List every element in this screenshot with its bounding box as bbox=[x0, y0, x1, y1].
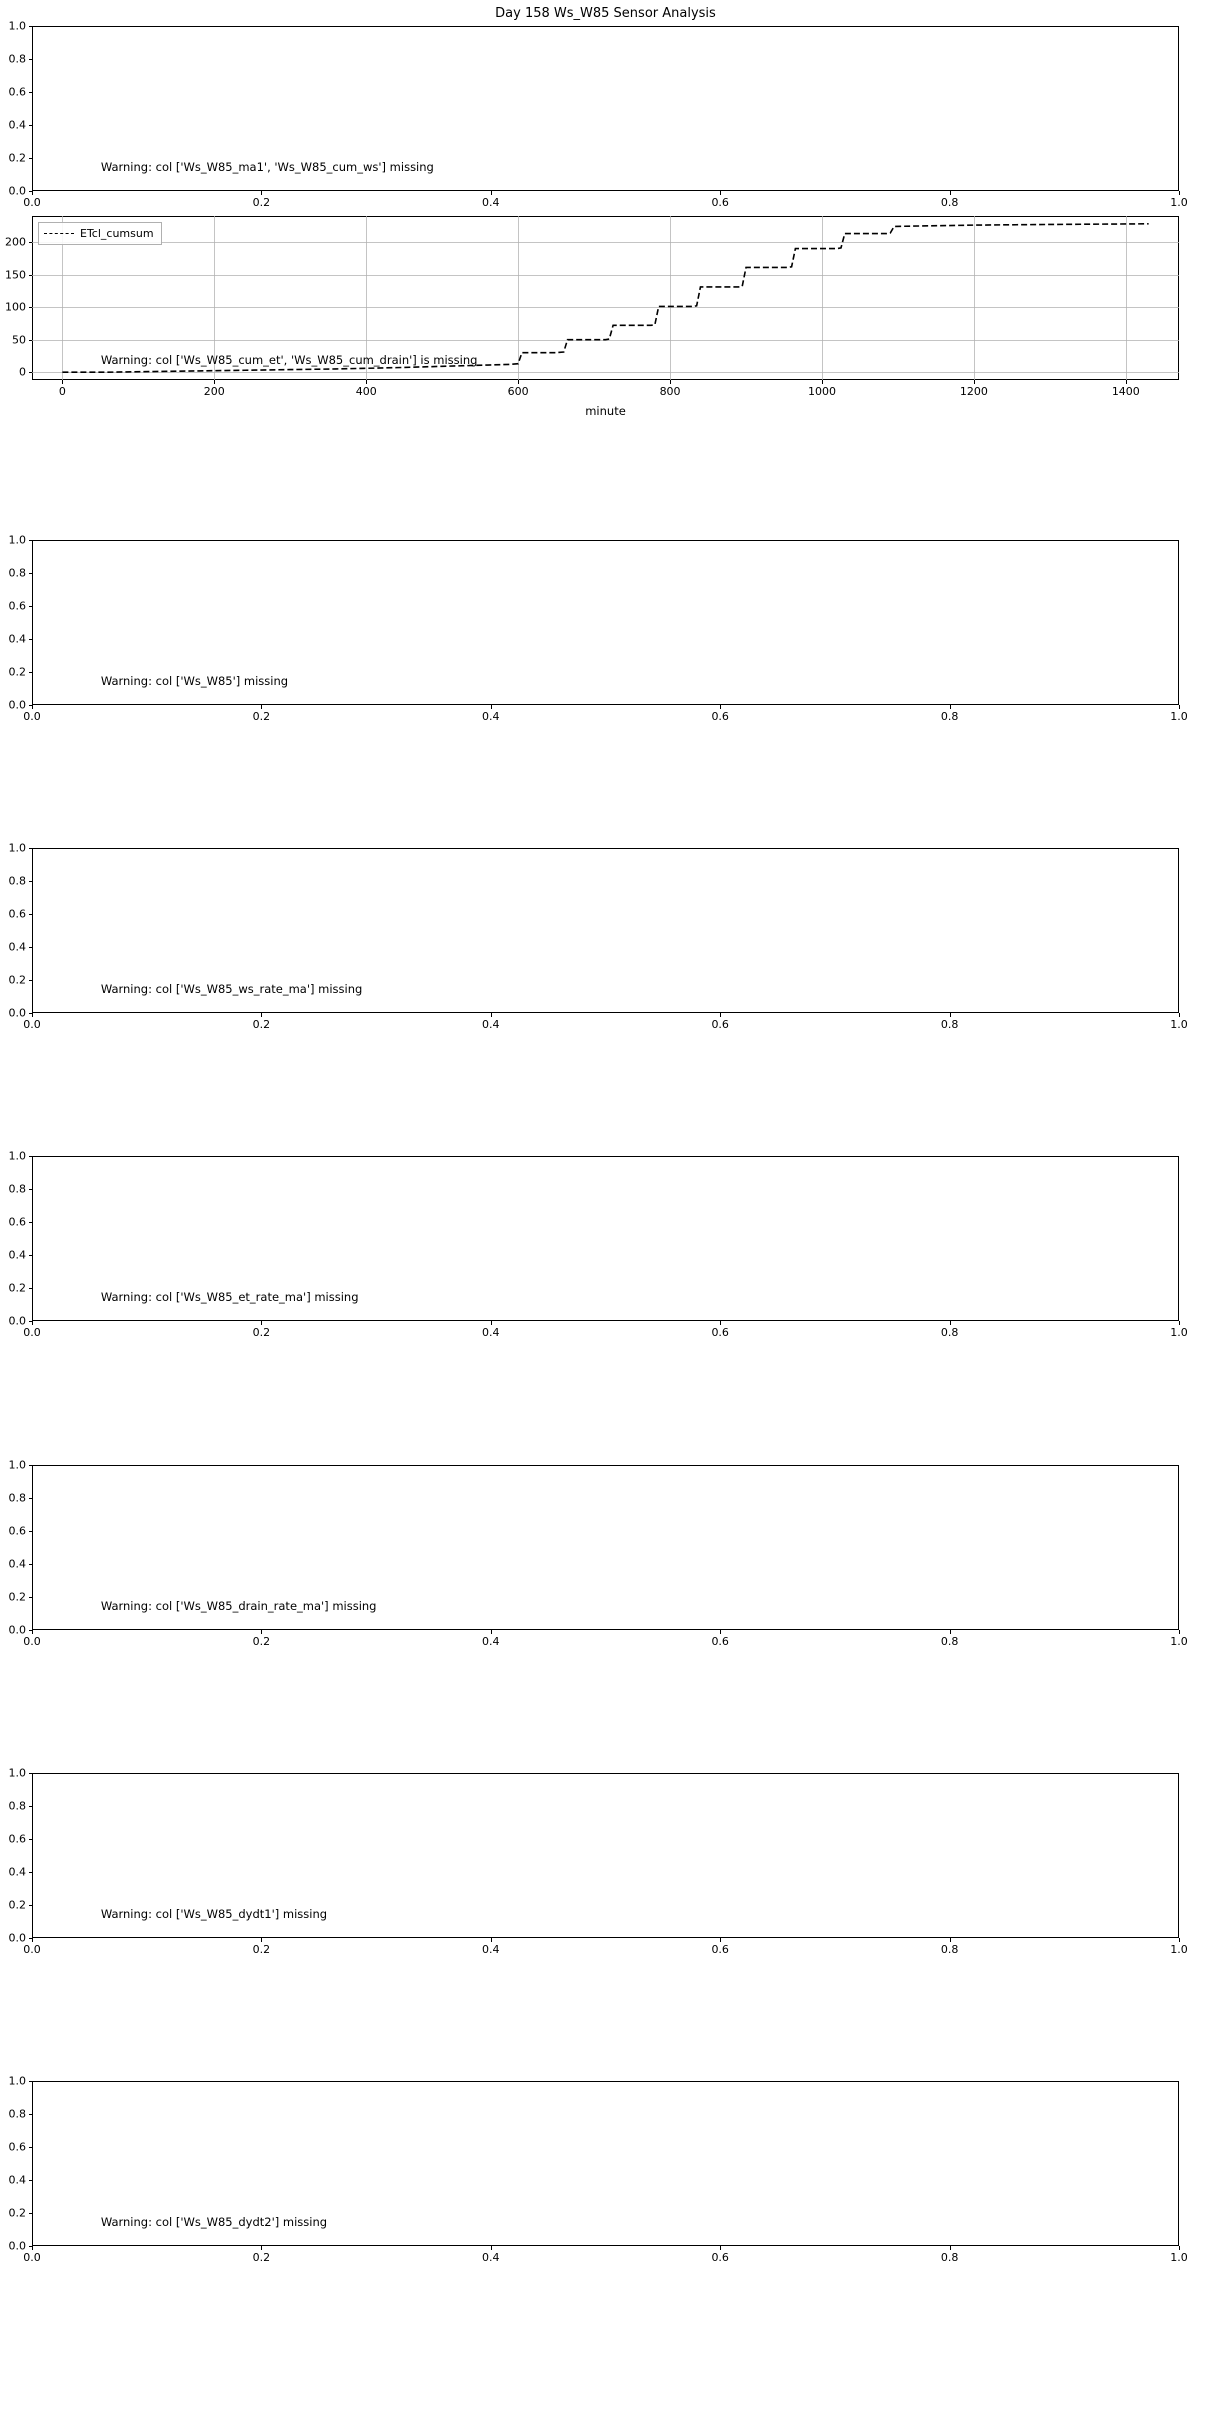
y-tick-mark bbox=[29, 1255, 33, 1256]
y-tick-label: 0.0 bbox=[8, 184, 26, 198]
y-tick-mark bbox=[29, 1498, 33, 1499]
y-tick-label: 0.6 bbox=[8, 599, 26, 613]
x-tick-label: 0.0 bbox=[23, 1326, 41, 1339]
x-tick-label: 0.0 bbox=[23, 710, 41, 723]
x-tick-label: 0.0 bbox=[23, 1943, 41, 1956]
y-tick-mark bbox=[29, 914, 33, 915]
x-tick-mark bbox=[720, 1013, 721, 1017]
x-tick-label: 0.0 bbox=[23, 196, 41, 209]
warning-annotation: Warning: col ['Ws_W85_drain_rate_ma'] missing bbox=[100, 1599, 377, 1614]
y-tick-label: 0.2 bbox=[8, 1898, 26, 1912]
x-tick-mark bbox=[1179, 2246, 1180, 2250]
x-tick-mark bbox=[491, 705, 492, 709]
warning-annotation: Warning: col ['Ws_W85_et_rate_ma'] missing bbox=[100, 1290, 359, 1305]
x-tick-label: 800 bbox=[659, 385, 681, 398]
x-tick-label: 0.2 bbox=[252, 196, 271, 209]
y-tick-label: 0.4 bbox=[8, 1557, 26, 1571]
x-tick-label: 0.6 bbox=[711, 710, 729, 723]
y-tick-label: 0.6 bbox=[8, 85, 26, 99]
x-tick-mark bbox=[261, 1938, 262, 1942]
legend-line-swatch bbox=[44, 233, 74, 234]
warning-annotation: Warning: col ['Ws_W85_ws_rate_ma'] missing bbox=[100, 982, 363, 997]
x-tick-mark bbox=[720, 1321, 721, 1325]
y-tick-label: 1.0 bbox=[8, 1766, 26, 1780]
y-tick-mark bbox=[29, 1189, 33, 1190]
x-tick-mark bbox=[720, 2246, 721, 2250]
x-tick-label: 1400 bbox=[1111, 385, 1140, 398]
y-tick-mark bbox=[29, 1531, 33, 1532]
y-tick-label: 0.6 bbox=[8, 2140, 26, 2154]
y-tick-mark bbox=[29, 980, 33, 981]
y-tick-label: 200 bbox=[5, 235, 26, 249]
y-tick-label: 0.8 bbox=[8, 2107, 26, 2121]
x-tick-label: 0.6 bbox=[711, 196, 729, 209]
y-tick-label: 0.2 bbox=[8, 151, 26, 165]
x-tick-mark bbox=[491, 2246, 492, 2250]
y-tick-label: 0.2 bbox=[8, 665, 26, 679]
warning-annotation: Warning: col ['Ws_W85'] missing bbox=[100, 674, 289, 689]
y-tick-label: 1.0 bbox=[8, 533, 26, 547]
x-tick-label: 1.0 bbox=[1170, 1018, 1188, 1031]
x-tick-label: 0.8 bbox=[940, 196, 959, 209]
x-tick-label: 0.4 bbox=[482, 710, 500, 723]
x-tick-label: 0.4 bbox=[482, 1943, 500, 1956]
x-tick-mark bbox=[261, 705, 262, 709]
x-axis-label: minute bbox=[585, 404, 626, 418]
y-tick-label: 1.0 bbox=[8, 19, 26, 33]
warning-annotation: Warning: col ['Ws_W85_dydt1'] missing bbox=[100, 1907, 328, 1922]
warning-annotation: Warning: col ['Ws_W85_ma1', 'Ws_W85_cum_ws'] missing bbox=[100, 160, 434, 175]
x-tick-mark bbox=[261, 1013, 262, 1017]
x-tick-mark bbox=[950, 1013, 951, 1017]
x-tick-mark bbox=[32, 705, 33, 709]
x-tick-label: 1.0 bbox=[1170, 710, 1188, 723]
warning-annotation: Warning: col ['Ws_W85_dydt2'] missing bbox=[100, 2215, 328, 2230]
y-tick-label: 50 bbox=[12, 333, 26, 347]
x-tick-label: 0.2 bbox=[252, 710, 271, 723]
x-tick-label: 0.8 bbox=[940, 1943, 959, 1956]
x-tick-mark bbox=[950, 705, 951, 709]
x-tick-mark bbox=[950, 1938, 951, 1942]
y-tick-mark bbox=[29, 672, 33, 673]
y-tick-mark bbox=[29, 1013, 33, 1014]
y-tick-mark bbox=[29, 881, 33, 882]
x-tick-mark bbox=[950, 1321, 951, 1325]
y-tick-mark bbox=[29, 705, 33, 706]
y-tick-mark bbox=[29, 1773, 33, 1774]
y-tick-mark bbox=[29, 1288, 33, 1289]
x-tick-mark bbox=[32, 1630, 33, 1634]
y-tick-label: 0.6 bbox=[8, 907, 26, 921]
x-tick-label: 1.0 bbox=[1170, 196, 1188, 209]
y-tick-label: 0.8 bbox=[8, 52, 26, 66]
y-tick-label: 1.0 bbox=[8, 1149, 26, 1163]
x-tick-mark bbox=[491, 1013, 492, 1017]
x-tick-label: 0.2 bbox=[252, 1943, 271, 1956]
y-tick-mark bbox=[29, 1222, 33, 1223]
y-tick-label: 0.0 bbox=[8, 1006, 26, 1020]
y-tick-mark bbox=[29, 848, 33, 849]
x-tick-mark bbox=[1179, 1321, 1180, 1325]
x-tick-mark bbox=[261, 1321, 262, 1325]
x-tick-mark bbox=[720, 705, 721, 709]
x-tick-label: 0.0 bbox=[23, 1018, 41, 1031]
x-tick-label: 200 bbox=[203, 385, 225, 398]
x-tick-mark bbox=[491, 1938, 492, 1942]
x-tick-mark bbox=[261, 1630, 262, 1634]
y-tick-label: 0.4 bbox=[8, 940, 26, 954]
x-tick-label: 0.8 bbox=[940, 1326, 959, 1339]
x-tick-label: 0.4 bbox=[482, 196, 500, 209]
y-tick-label: 1.0 bbox=[8, 1458, 26, 1472]
x-tick-label: 1.0 bbox=[1170, 1326, 1188, 1339]
y-tick-label: 0.6 bbox=[8, 1832, 26, 1846]
x-tick-label: 0.0 bbox=[23, 2251, 41, 2264]
x-tick-label: 0.6 bbox=[711, 1635, 729, 1648]
x-tick-label: 0.8 bbox=[940, 1635, 959, 1648]
x-tick-label: 0.4 bbox=[482, 1635, 500, 1648]
y-tick-mark bbox=[29, 1465, 33, 1466]
x-tick-label: 0.8 bbox=[940, 710, 959, 723]
x-tick-label: 0.2 bbox=[252, 1635, 271, 1648]
x-tick-label: 0.2 bbox=[252, 1326, 271, 1339]
y-tick-mark bbox=[29, 2180, 33, 2181]
x-tick-mark bbox=[950, 2246, 951, 2250]
y-tick-label: 0.0 bbox=[8, 2239, 26, 2253]
x-tick-label: 1.0 bbox=[1170, 1943, 1188, 1956]
y-tick-label: 0.0 bbox=[8, 1931, 26, 1945]
y-tick-mark bbox=[29, 1938, 33, 1939]
legend-label: ETcl_cumsum bbox=[80, 227, 154, 240]
x-tick-label: 0 bbox=[58, 385, 66, 398]
y-tick-mark bbox=[29, 540, 33, 541]
y-tick-mark bbox=[29, 639, 33, 640]
y-tick-label: 0.4 bbox=[8, 2173, 26, 2187]
figure-title: Day 158 Ws_W85 Sensor Analysis bbox=[495, 6, 716, 21]
x-tick-mark bbox=[1179, 1013, 1180, 1017]
y-tick-label: 0.8 bbox=[8, 874, 26, 888]
y-tick-label: 0.0 bbox=[8, 698, 26, 712]
chart-legend bbox=[38, 222, 162, 245]
x-tick-label: 0.6 bbox=[711, 1943, 729, 1956]
y-tick-label: 0.4 bbox=[8, 118, 26, 132]
y-tick-label: 0.0 bbox=[8, 1623, 26, 1637]
x-tick-label: 0.4 bbox=[482, 1326, 500, 1339]
x-tick-mark bbox=[32, 2246, 33, 2250]
y-tick-label: 0.2 bbox=[8, 1590, 26, 1604]
y-tick-label: 1.0 bbox=[8, 2074, 26, 2088]
y-tick-label: 0 bbox=[19, 365, 26, 379]
y-tick-label: 100 bbox=[5, 300, 26, 314]
y-tick-mark bbox=[29, 1872, 33, 1873]
y-tick-label: 0.2 bbox=[8, 973, 26, 987]
y-tick-label: 0.6 bbox=[8, 1524, 26, 1538]
x-tick-label: 0.2 bbox=[252, 1018, 271, 1031]
y-tick-label: 0.4 bbox=[8, 1248, 26, 1262]
y-tick-mark bbox=[29, 947, 33, 948]
series-line-ETcl_cumsum bbox=[62, 224, 1148, 372]
y-tick-mark bbox=[29, 2147, 33, 2148]
x-tick-label: 0.6 bbox=[711, 1018, 729, 1031]
x-tick-label: 600 bbox=[507, 385, 529, 398]
x-tick-mark bbox=[491, 1630, 492, 1634]
y-tick-label: 1.0 bbox=[8, 841, 26, 855]
x-tick-mark bbox=[32, 1321, 33, 1325]
x-tick-label: 0.4 bbox=[482, 1018, 500, 1031]
y-tick-mark bbox=[29, 1564, 33, 1565]
y-tick-label: 0.8 bbox=[8, 566, 26, 580]
y-tick-label: 0.8 bbox=[8, 1491, 26, 1505]
y-tick-mark bbox=[29, 2081, 33, 2082]
x-tick-label: 0.2 bbox=[252, 2251, 271, 2264]
x-tick-label: 0.6 bbox=[711, 1326, 729, 1339]
y-tick-label: 0.0 bbox=[8, 1314, 26, 1328]
x-tick-mark bbox=[1179, 1630, 1180, 1634]
x-tick-label: 0.6 bbox=[711, 2251, 729, 2264]
y-tick-mark bbox=[29, 2246, 33, 2247]
x-tick-mark bbox=[1179, 705, 1180, 709]
y-tick-label: 0.8 bbox=[8, 1799, 26, 1813]
y-tick-mark bbox=[29, 1630, 33, 1631]
x-tick-mark bbox=[1179, 1938, 1180, 1942]
x-tick-label: 1000 bbox=[807, 385, 836, 398]
y-tick-mark bbox=[29, 1321, 33, 1322]
y-tick-mark bbox=[29, 1905, 33, 1906]
x-tick-mark bbox=[261, 2246, 262, 2250]
x-tick-mark bbox=[32, 1013, 33, 1017]
y-tick-mark bbox=[29, 573, 33, 574]
y-tick-label: 0.4 bbox=[8, 632, 26, 646]
y-tick-label: 0.8 bbox=[8, 1182, 26, 1196]
x-tick-mark bbox=[491, 1321, 492, 1325]
y-tick-label: 0.2 bbox=[8, 2206, 26, 2220]
x-tick-label: 1200 bbox=[959, 385, 988, 398]
y-tick-label: 150 bbox=[5, 268, 26, 282]
x-tick-label: 0.4 bbox=[482, 2251, 500, 2264]
y-tick-label: 0.4 bbox=[8, 1865, 26, 1879]
x-tick-label: 400 bbox=[355, 385, 377, 398]
y-tick-mark bbox=[29, 1806, 33, 1807]
y-tick-mark bbox=[29, 606, 33, 607]
y-tick-mark bbox=[29, 2213, 33, 2214]
x-tick-mark bbox=[32, 1938, 33, 1942]
x-tick-label: 0.8 bbox=[940, 2251, 959, 2264]
y-tick-mark bbox=[29, 1156, 33, 1157]
y-tick-label: 0.6 bbox=[8, 1215, 26, 1229]
y-tick-mark bbox=[29, 2114, 33, 2115]
y-tick-mark bbox=[29, 1839, 33, 1840]
x-tick-label: 1.0 bbox=[1170, 2251, 1188, 2264]
x-tick-label: 0.8 bbox=[940, 1018, 959, 1031]
x-tick-label: 0.0 bbox=[23, 1635, 41, 1648]
x-tick-mark bbox=[950, 1630, 951, 1634]
x-tick-label: 1.0 bbox=[1170, 1635, 1188, 1648]
warning-annotation: Warning: col ['Ws_W85_cum_et', 'Ws_W85_cum_drain'] is missing bbox=[100, 353, 478, 368]
x-tick-mark bbox=[720, 1938, 721, 1942]
x-tick-mark bbox=[720, 1630, 721, 1634]
y-tick-mark bbox=[29, 1597, 33, 1598]
y-tick-label: 0.2 bbox=[8, 1281, 26, 1295]
